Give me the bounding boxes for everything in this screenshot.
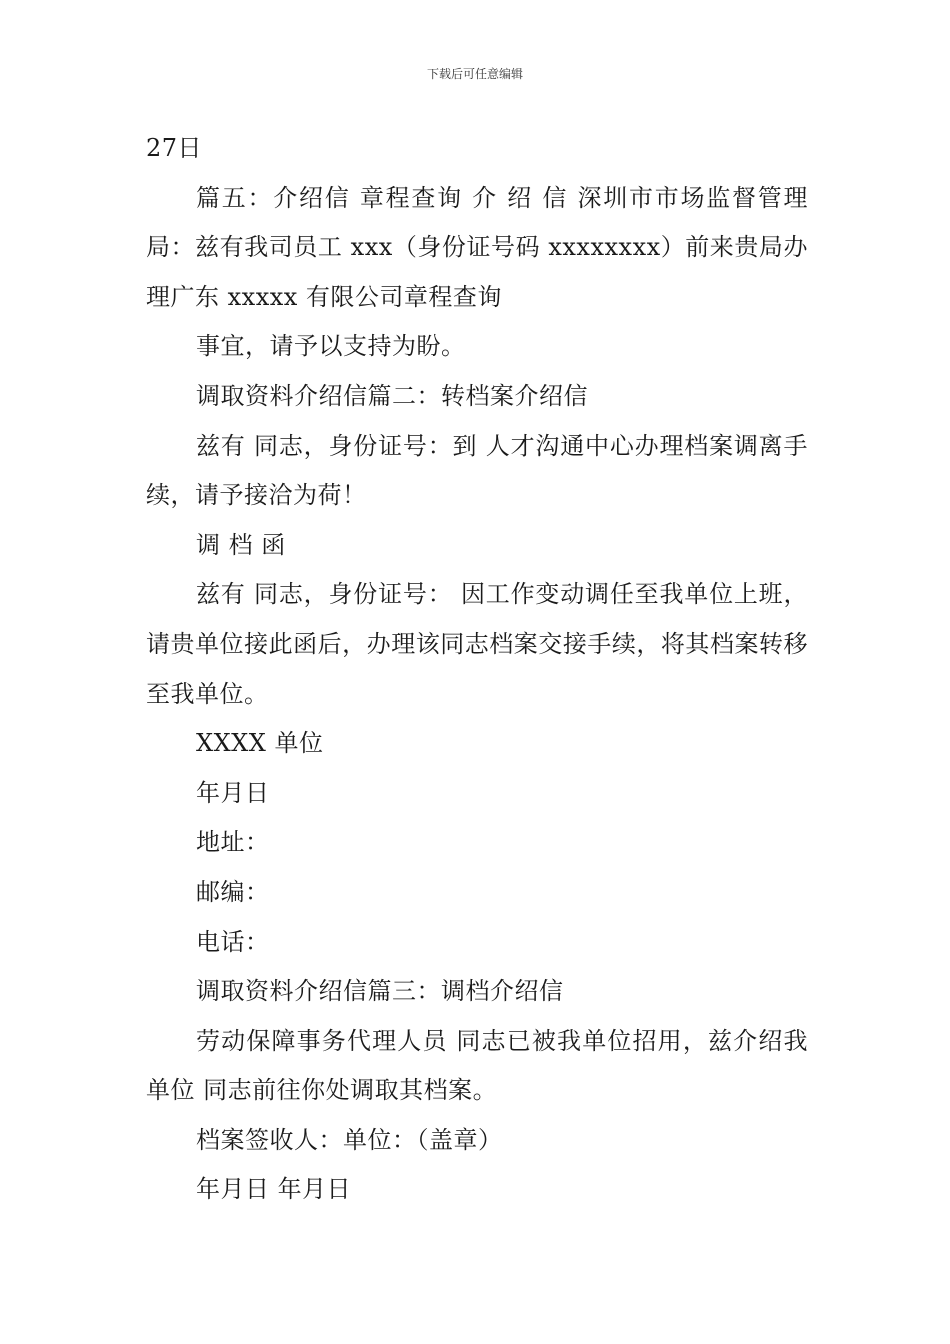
section-heading: 调取资料介绍信篇三：调档介绍信 [196,977,564,1006]
paragraph: 事宜，请予以支持为盼。 [196,332,466,361]
paragraph: 兹有 同志，身份证号：到 人才沟通中心办理档案调离手续，请予接洽为荷！ [146,431,808,510]
date-line: 年月日 [196,778,270,807]
paragraph: 劳动保障事务代理人员 同志已被我单位招用，兹介绍我单位 同志前往你处调取其档案。 [146,1026,808,1105]
postcode-line: 邮编： [196,877,270,906]
address-line: 地址： [196,828,270,857]
paragraph: 篇五：介绍信 章程查询 介 绍 信 深圳市市场监督管理局：兹有我司员工 xxx（身份证号码 xxxxxxxx）前来贵局办理广东 xxxxx 有限公司章程查询 [146,183,808,311]
signature-unit: XXXX 单位 [196,729,324,758]
date-line: 年月日 年月日 [196,1175,352,1204]
signature-line: 档案签收人：单位：（盖章） [196,1125,503,1154]
paragraph: 27日 [146,134,203,162]
letter-title: 调 档 函 [196,530,286,559]
page-header-note: 下载后可任意编辑 [426,67,523,81]
phone-line: 电话： [196,927,270,956]
section-heading: 调取资料介绍信篇二：转档案介绍信 [196,381,588,410]
paragraph: 兹有 同志，身份证号： 因工作变动调任至我单位上班，请贵单位接此函后，办理该同志档案交接手续，将其档案转移至我单位。 [146,580,808,708]
document-body [146,124,808,1215]
